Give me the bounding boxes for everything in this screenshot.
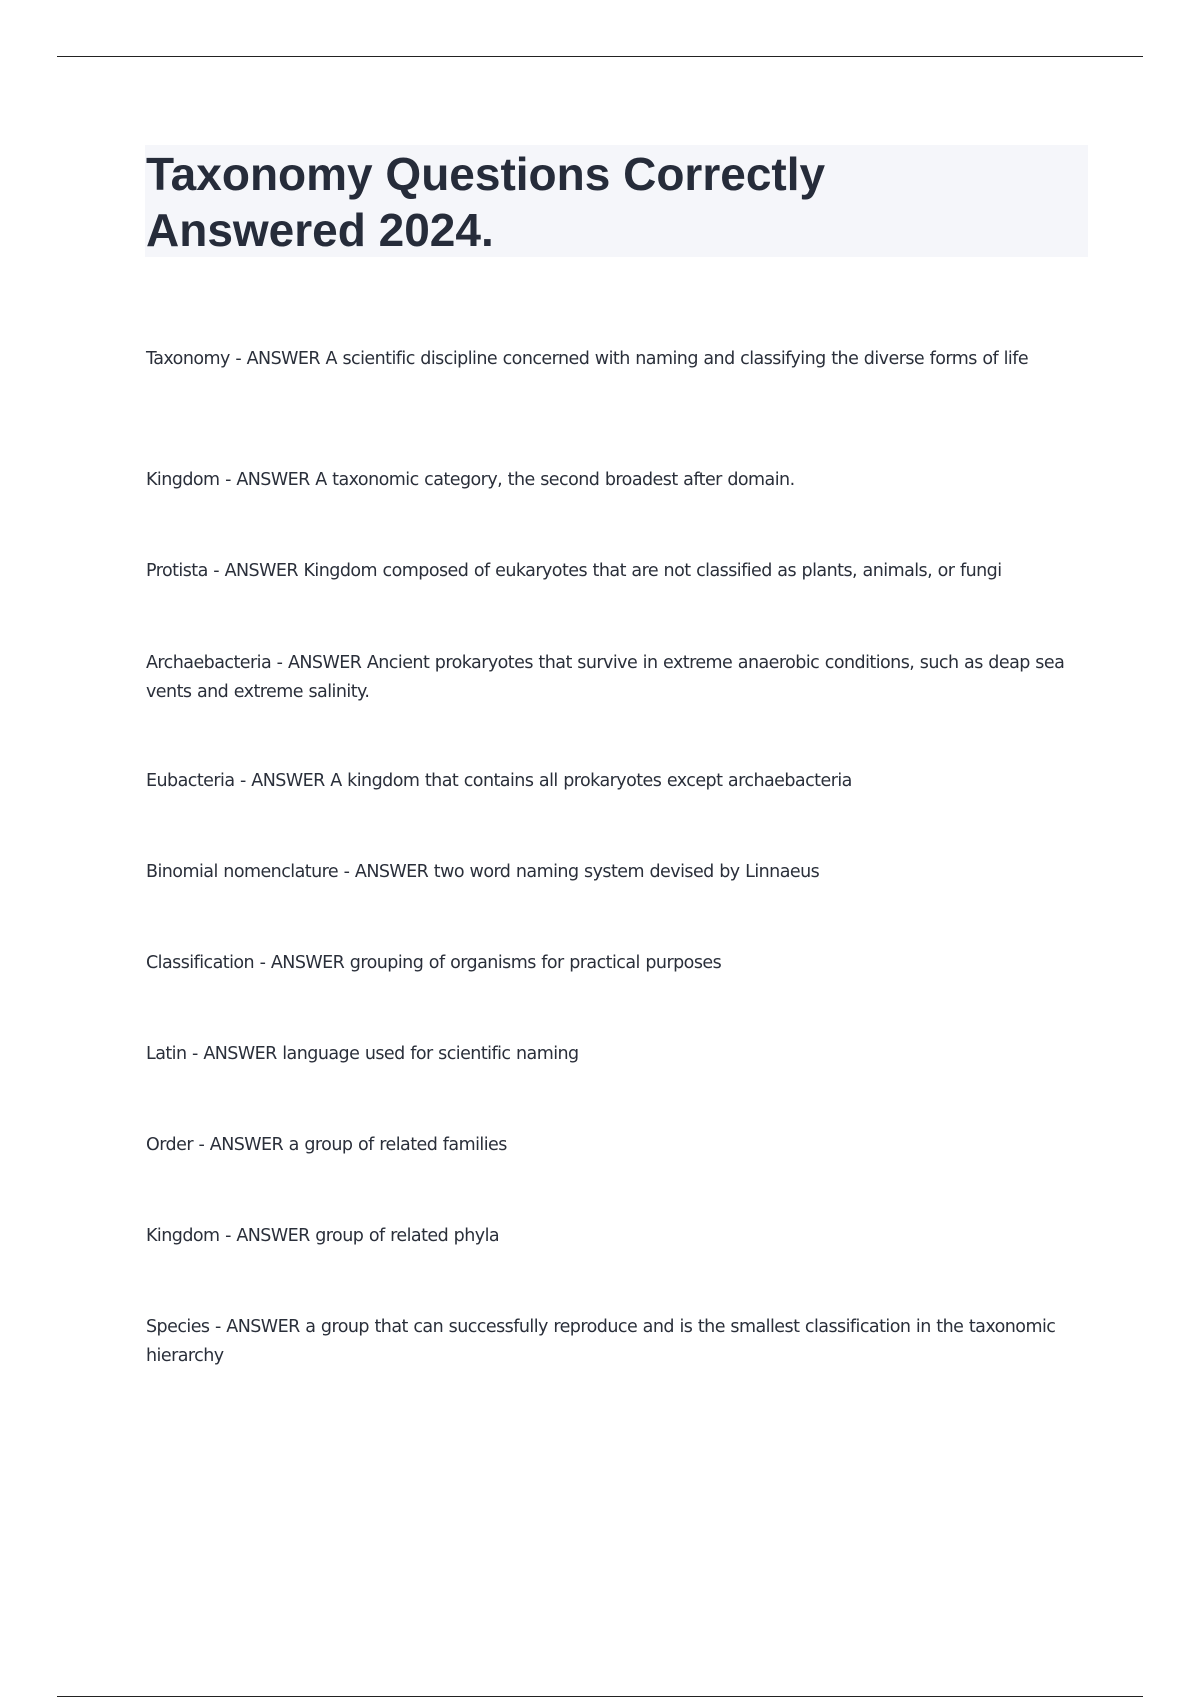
qa-entry-latin: Latin - ANSWER language used for scientific naming [146, 1044, 579, 1064]
qa-entry-order: Order - ANSWER a group of related families [146, 1135, 507, 1155]
document-title: Taxonomy Questions Correctly Answered 2024. [146, 148, 826, 256]
qa-entry-taxonomy: Taxonomy - ANSWER A scientific discipline concerned with naming and classifying the diverse forms of life [146, 349, 1029, 369]
qa-entry-binomial-nomenclature: Binomial nomenclature - ANSWER two word naming system devised by Linnaeus [146, 862, 820, 882]
qa-entry-protista: Protista - ANSWER Kingdom composed of eukaryotes that are not classified as plants, animals, or fungi [146, 561, 1002, 581]
header-rule [57, 56, 1143, 57]
qa-entry-eubacteria: Eubacteria - ANSWER A kingdom that contains all prokaryotes except archaebacteria [146, 771, 852, 791]
qa-entry-classification: Classification - ANSWER grouping of organisms for practical purposes [146, 953, 722, 973]
qa-entry-kingdom-phyla: Kingdom - ANSWER group of related phyla [146, 1226, 500, 1246]
qa-entry-species: Species - ANSWER a group that can successfully reproduce and is the smallest classification in the taxonomic hierarchy [146, 1317, 1056, 1366]
qa-entry-archaebacteria: Archaebacteria - ANSWER Ancient prokaryotes that survive in extreme anaerobic conditions, such as deap sea vents and extreme salinity. [146, 653, 1065, 702]
footer-rule [57, 1696, 1143, 1697]
qa-entry-kingdom: Kingdom - ANSWER A taxonomic category, the second broadest after domain. [146, 470, 795, 490]
